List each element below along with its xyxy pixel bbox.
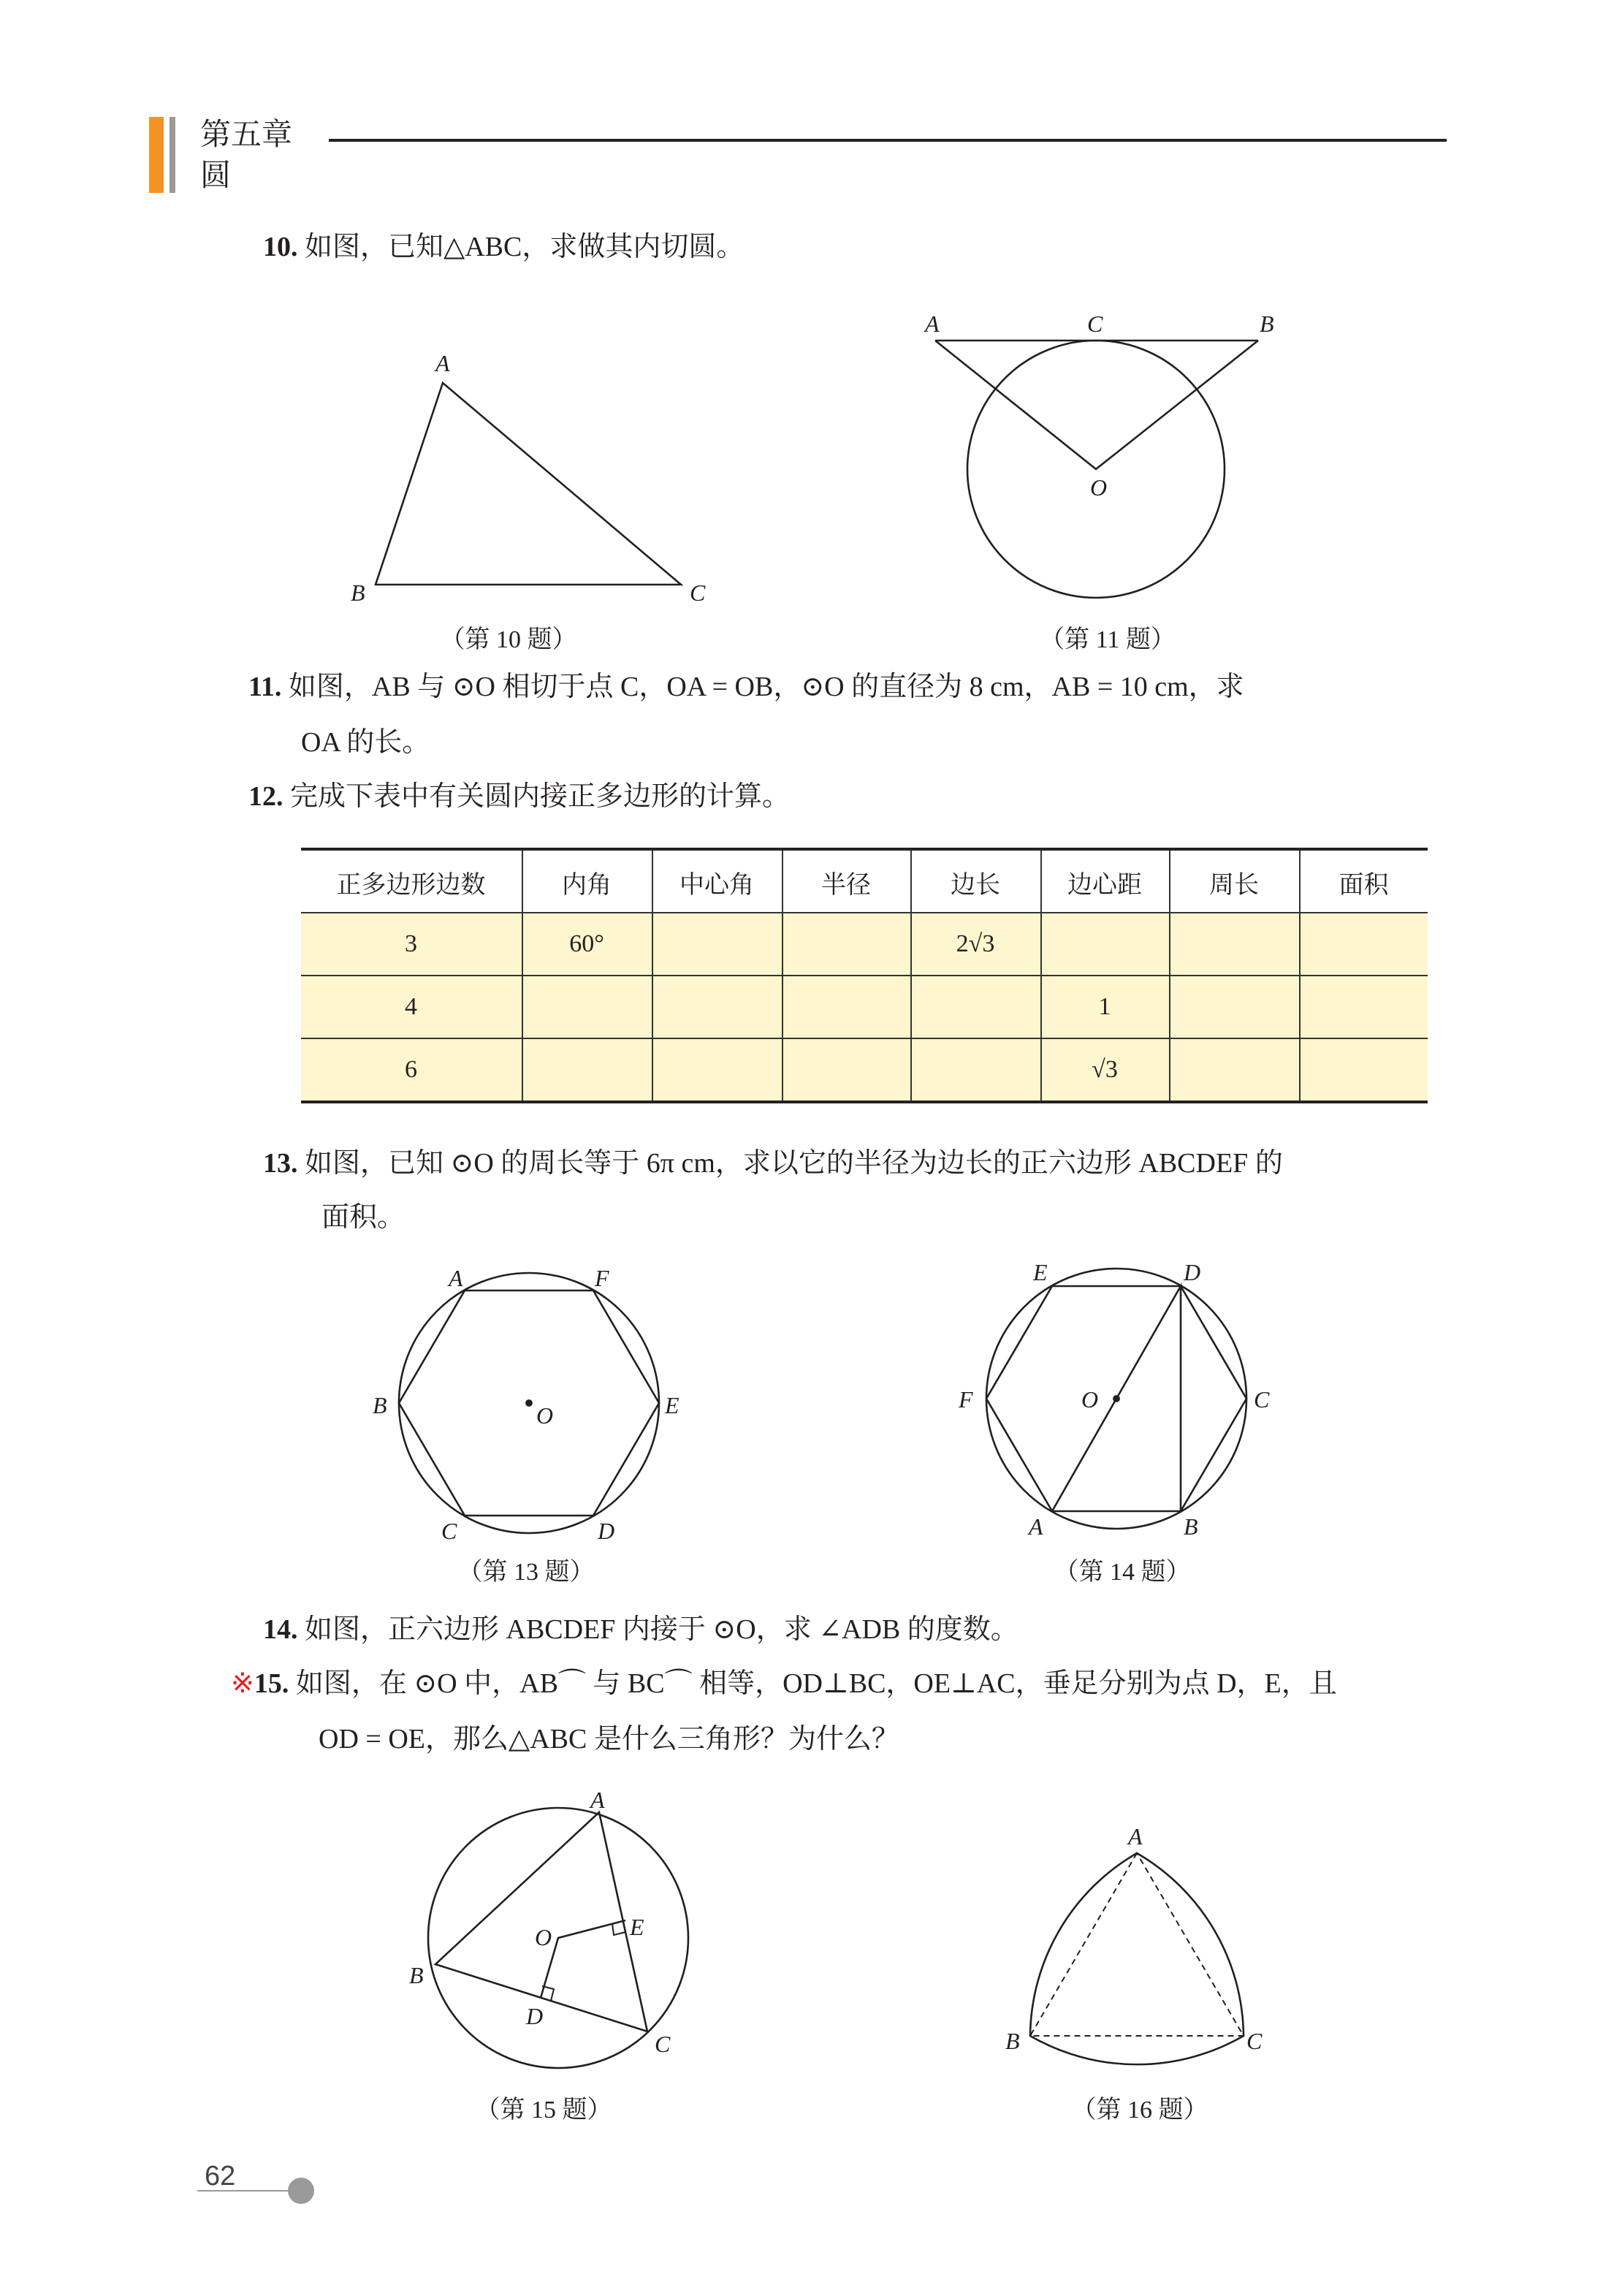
- svg-text:B: B: [351, 579, 365, 606]
- svg-text:B: B: [373, 1392, 387, 1418]
- caption-q16: （第 16 题）: [1071, 2096, 1208, 2124]
- svg-text:A: A: [1128, 1823, 1143, 1850]
- svg-text:C: C: [441, 1518, 457, 1544]
- q11-text: 11. 如图，AB 与 ⊙O 相切于点 C，OA = OB，⊙O 的直径为 8 cm，AB = 10 cm，求: [248, 672, 1244, 703]
- table-header: 面积: [1299, 849, 1428, 913]
- q12-text: 12. 完成下表中有关圆内接正多边形的计算。: [248, 782, 791, 813]
- q10-text: 10. 如图，已知△ABC，求做其内切圆。: [263, 232, 745, 263]
- table-header: 正多边形边数: [301, 849, 522, 913]
- svg-text:C: C: [1254, 1386, 1270, 1413]
- svg-text:B: B: [409, 1962, 424, 1988]
- q13-text-line2: 面积。: [321, 1203, 406, 1233]
- svg-text:O: O: [535, 1924, 552, 1950]
- svg-text:O: O: [1081, 1386, 1099, 1413]
- svg-text:E: E: [630, 1914, 644, 1940]
- svg-text:C: C: [1246, 2028, 1263, 2054]
- q13-text: 13. 如图，已知 ⊙O 的周长等于 6π cm，求以它的半径为边长的正六边形 ABCDEF 的: [263, 1149, 1283, 1179]
- svg-text:F: F: [595, 1265, 609, 1291]
- svg-text:F: F: [959, 1386, 973, 1413]
- svg-text:B: B: [1005, 2028, 1020, 2054]
- caption-q10: （第 10 题）: [440, 626, 577, 653]
- svg-text:D: D: [526, 2003, 544, 2029]
- table-header: 中心角: [652, 849, 782, 913]
- chapter-label: 第五章: [200, 117, 292, 152]
- svg-text:E: E: [1033, 1259, 1048, 1285]
- page-number: 62: [205, 2162, 236, 2192]
- table-cell: 60°: [522, 913, 652, 976]
- svg-text:A: A: [590, 1787, 605, 1813]
- svg-text:B: B: [1184, 1513, 1198, 1540]
- svg-text:A: A: [435, 350, 450, 376]
- svg-text:O: O: [1090, 474, 1108, 501]
- q15-text: ※15. 如图，在 ⊙O 中，AB⌒ 与 BC⌒ 相等，OD⊥BC，OE⊥AC，垂足分别为点 D，E，且: [231, 1669, 1337, 1700]
- figure-q15: [409, 1787, 688, 2068]
- table-cell: 6: [301, 1038, 522, 1102]
- table-cell: √3: [1040, 1038, 1169, 1102]
- caption-q11: （第 11 题）: [1040, 626, 1176, 653]
- svg-text:C: C: [690, 579, 706, 606]
- figure-q16: [1005, 1823, 1263, 2064]
- svg-text:A: A: [1029, 1513, 1043, 1540]
- svg-text:C: C: [1087, 311, 1103, 337]
- table-header: 内角: [522, 849, 652, 913]
- table-header: 边长: [910, 849, 1040, 913]
- svg-text:A: A: [925, 311, 940, 337]
- q15-text-line2: OD = OE，那么△ABC 是什么三角形？为什么？: [319, 1725, 899, 1755]
- caption-q14: （第 14 题）: [1054, 1558, 1191, 1586]
- table-header: 边心距: [1040, 849, 1169, 913]
- figure-q13: [373, 1265, 679, 1544]
- svg-text:D: D: [598, 1518, 615, 1544]
- table-cell: 2√3: [910, 913, 1040, 976]
- svg-text:B: B: [1260, 311, 1274, 337]
- figure-q14: [958, 1259, 1270, 1540]
- q14-text: 14. 如图，正六边形 ABCDEF 内接于 ⊙O，求 ∠ADB 的度数。: [263, 1615, 1018, 1646]
- q11-text-line2: OA 的长。: [301, 728, 430, 759]
- svg-text:D: D: [1184, 1259, 1201, 1285]
- caption-q13: （第 13 题）: [457, 1558, 595, 1586]
- svg-text:O: O: [536, 1402, 554, 1429]
- svg-text:C: C: [655, 2031, 671, 2057]
- svg-text:E: E: [665, 1392, 679, 1418]
- table-header: 周长: [1169, 849, 1299, 913]
- caption-q15: （第 15 题）: [475, 2096, 612, 2124]
- table-cell: 4: [301, 976, 522, 1038]
- figure-q11: [924, 311, 1274, 598]
- table-header: 半径: [782, 849, 910, 913]
- figure-q10: [351, 350, 706, 606]
- svg-text:A: A: [449, 1265, 463, 1291]
- chapter-title: 圆: [200, 158, 231, 193]
- table-cell: 3: [301, 913, 522, 976]
- table-cell: 1: [1040, 976, 1169, 1038]
- optional-mark: ※: [231, 1669, 254, 1700]
